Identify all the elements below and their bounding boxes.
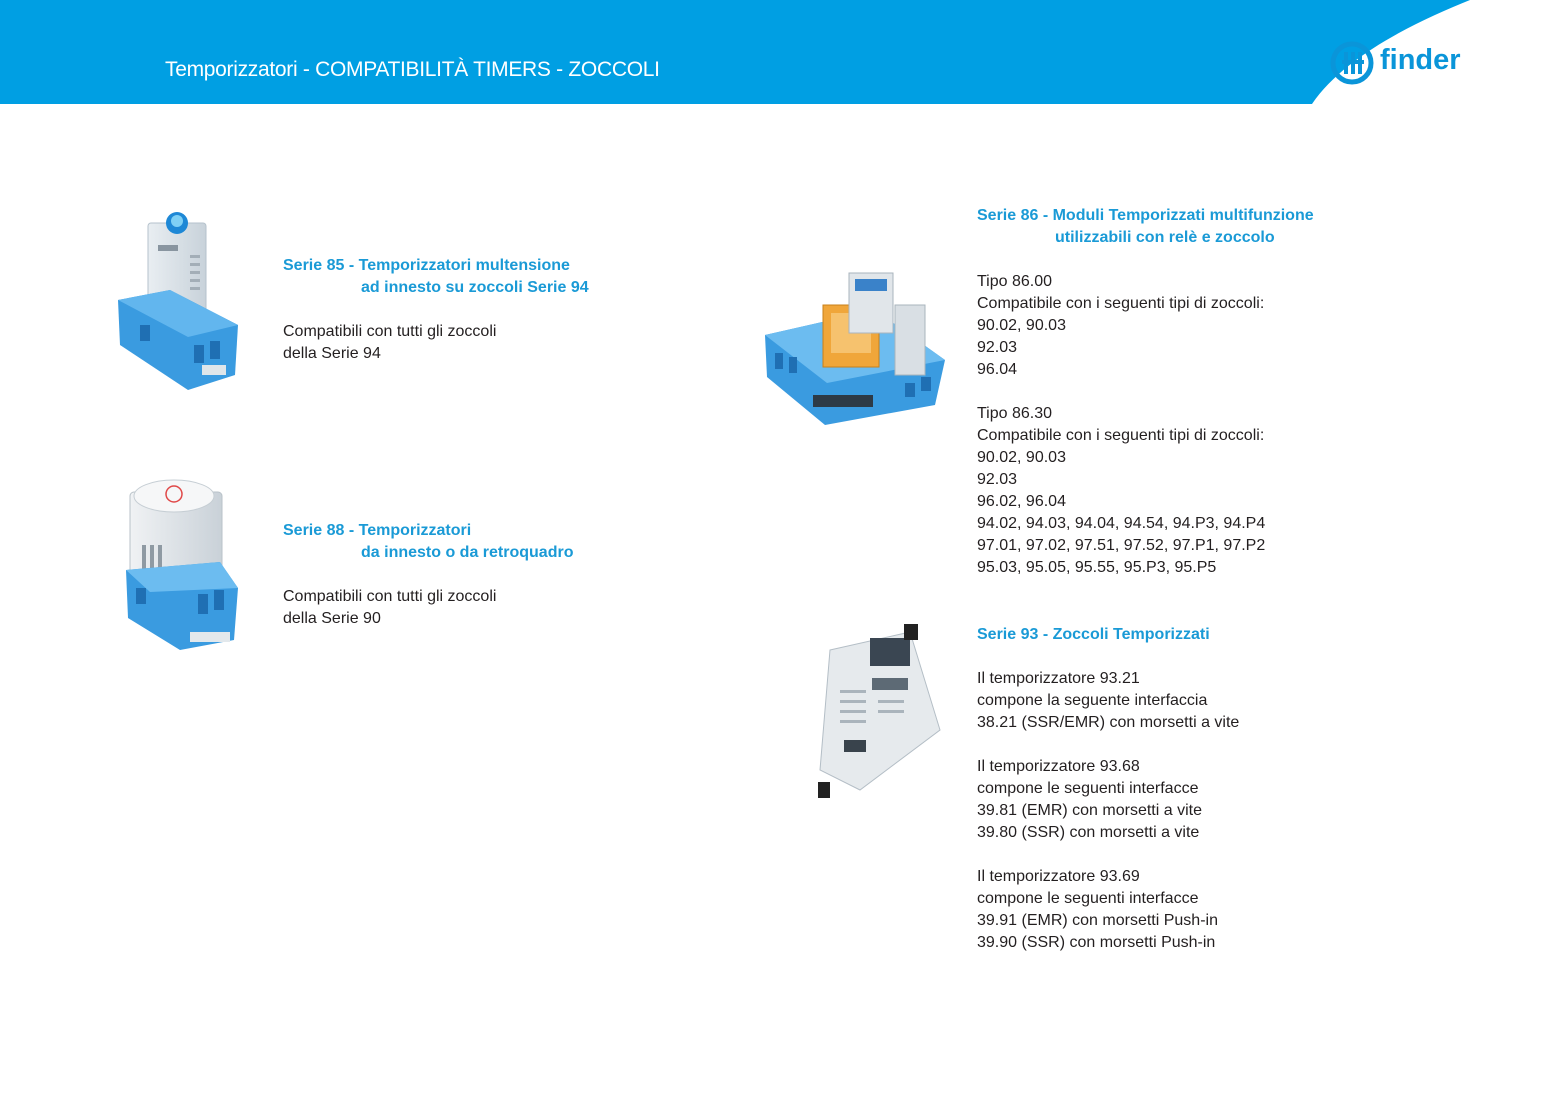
tipo-86-00-line: 90.02, 90.03 [977, 317, 1066, 334]
tipo-86-00-line: 92.03 [977, 339, 1018, 356]
t9369-line: compone le seguenti interfacce [977, 890, 1199, 907]
timer-88-image [110, 470, 245, 660]
finder-logo-text: finder [1380, 44, 1461, 76]
finder-logo-icon [1330, 40, 1376, 86]
tipo-86-30-line: 95.03, 95.05, 95.55, 95.P3, 95.P5 [977, 559, 1217, 576]
t9369-name: temporizzatore 93.69 [989, 868, 1140, 885]
serie-93-title: Serie 93 - Zoccoli Temporizzati [977, 626, 1210, 643]
serie-85-block [283, 255, 589, 365]
t9368-line: compone le seguenti interfacce [977, 780, 1199, 797]
serie-86-block [977, 205, 1314, 579]
serie-88-title-line2: da innesto o da retroquadro [361, 544, 574, 561]
serie-86-title-line2: utilizzabili con relè e zoccolo [1055, 229, 1275, 246]
t9368-name: temporizzatore 93.68 [989, 758, 1140, 775]
t9368-prefix: Il [977, 758, 990, 775]
header-bar [0, 0, 1543, 104]
serie-85-title-line1: Serie 85 - Temporizzatori multensione [283, 257, 570, 274]
serie-88-text-line1: Compatibili con tutti gli zoccoli [283, 588, 497, 605]
tipo-86-30-line: 92.03 [977, 471, 1018, 488]
tipo-86-30-intro: Compatibile con i seguenti tipi di zoccoli: [977, 427, 1265, 444]
tipo-86-30-label: Tipo 86.30 [977, 405, 1053, 422]
serie-85-title-line2: ad innesto su zoccoli Serie 94 [361, 279, 589, 296]
tipo-86-00-intro: Compatibile con i seguenti tipi di zoccoli: [977, 295, 1265, 312]
t9368-line: 39.81 (EMR) con morsetti a vite [977, 802, 1202, 819]
t9321-line: compone la seguente interfaccia [977, 692, 1208, 709]
timer-93-image [800, 620, 950, 805]
tipo-86-30-line: 96.02, 96.04 [977, 493, 1066, 510]
timer-86-image [755, 265, 955, 435]
serie-85-text-line2: della Serie 94 [283, 345, 381, 362]
t9369-line: 39.90 (SSR) con morsetti Push-in [977, 934, 1216, 951]
t9368-line: 39.80 (SSR) con morsetti a vite [977, 824, 1200, 841]
tipo-86-30-line: 94.02, 94.03, 94.04, 94.54, 94.P3, 94.P4 [977, 515, 1266, 532]
serie-88-title-line1: Serie 88 - Temporizzatori [283, 522, 472, 539]
finder-logo [1330, 40, 1490, 88]
t9369-line: 39.91 (EMR) con morsetti Push-in [977, 912, 1218, 929]
t9369-prefix: Il [977, 868, 990, 885]
t9321-name: temporizzatore 93.21 [989, 670, 1140, 687]
serie-88-block [283, 520, 573, 630]
page-title: Temporizzatori - COMPATIBILITÀ TIMERS - ZOCCOLI [165, 58, 660, 81]
serie-93-block [977, 624, 1239, 954]
tipo-86-30-line: 90.02, 90.03 [977, 449, 1066, 466]
serie-88-text-line2: della Serie 90 [283, 610, 381, 627]
serie-85-text-line1: Compatibili con tutti gli zoccoli [283, 323, 497, 340]
t9321-line: 38.21 (SSR/EMR) con morsetti a vite [977, 714, 1240, 731]
tipo-86-00-line: 96.04 [977, 361, 1018, 378]
tipo-86-30-line: 97.01, 97.02, 97.51, 97.52, 97.P1, 97.P2 [977, 537, 1266, 554]
page-header [0, 0, 1543, 104]
serie-86-title-line1: Serie 86 - Moduli Temporizzati multifunzione [977, 207, 1314, 224]
t9321-prefix: Il [977, 670, 990, 687]
timer-85-image [110, 205, 245, 410]
tipo-86-00-label: Tipo 86.00 [977, 273, 1053, 290]
